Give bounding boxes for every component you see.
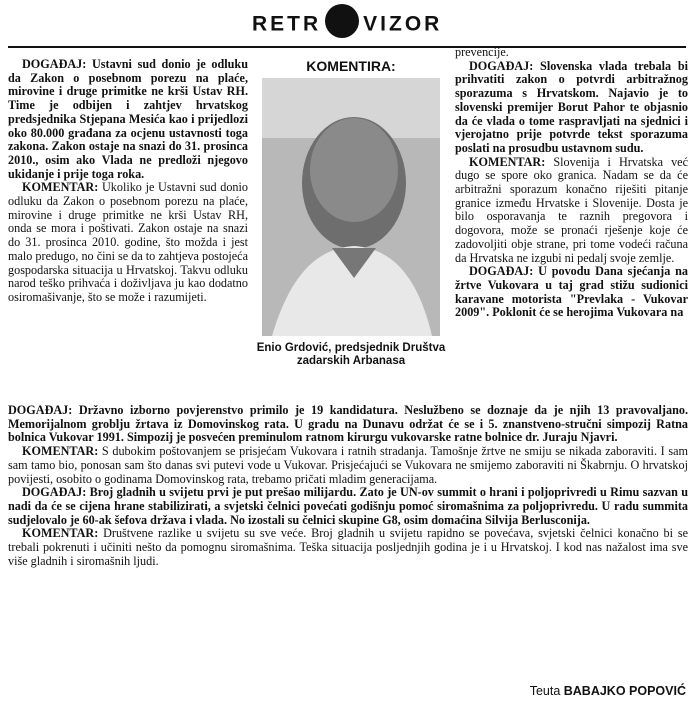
left-column (8, 58, 248, 305)
right-column (455, 46, 688, 320)
event-paragraph: DOGAĐAJ: Slovenska vlada trebala bi prihvatiti zakon o potvrdi arbitražnog sporazuma s Hrvatskom. Najavio je to slovenski premijer Borut Pahor te objasnio da će vlada o tome raspravljati na sjednici i vjerojatno prije potvrde tekst sporazuma poslati na prosudbu ustavnom sudu. (455, 58, 688, 155)
title-logo-o-icon (325, 4, 359, 38)
komentira-heading: KOMENTIRA: (306, 58, 396, 74)
event-paragraph: DOGAĐAJ: Broj gladnih u svijetu prvi je put prešao milijardu. Zato je UN-ov summit o hrani i poljoprivredi u Rimu sazvan u nadi da će se cijena hrane stabilizirati, a svjetski čelnici povećati godišnju pomoć siromašnima za poljoprivredu. U radu summita sudjelovalo je 60-ak šefova država i vlada. No izostali su čelnici skupine G8, osim domaćina Silvija Berlusconija. (8, 485, 688, 527)
photo-caption: Enio Grdović, predsjednik Društva zadarskih Arbanasa (256, 342, 446, 367)
comment-paragraph: KOMENTAR: S dubokim poštovanjem se prisjećam Vukovara i ratnih stradanja. Tamošnje žrtve ne smiju se nikada zaboraviti. I sam sam tamo bio, ponosan sam što danas svi putevi vode u Vukovar. Prisjećajući se Vukovara ne smijemo zaboraviti ni Škabrnju. O hrvatskoj povijesti, osobito o godinama Domovinskog rata, trebamo pričati mladim generacijama. (8, 444, 688, 486)
title-right: VIZOR (363, 12, 443, 36)
portrait-photo (262, 78, 440, 336)
portrait-box (255, 56, 447, 400)
continued-text: prevencije. (455, 45, 509, 59)
comment-paragraph: KOMENTAR: Ukoliko je Ustavni sud donio odluku da Zakon o posebnom porezu na plaće, mirovine i druge primitke ne krši Ustav RH, onda se mora i poštivati. Zakon ostaje na snazi do 31. prosinca 2010. godine, što možda i jest malo predugo, no čini se da to zahtjeva postojeća gospodarska situacija u Hrvatskoj. Takvu odluku narod teško prihvaća i doživljava ju kao dodatno osiromašivanje, što se može i razumijeti. (8, 180, 248, 304)
comment-paragraph: KOMENTAR: Društvene razlike u svijetu su sve veće. Broj gladnih u svijetu rapidno se povećava, svjetski čelnici konačno bi se trebali pokrenuti i učiniti nešto da pomognu siromašnima. Teška situacija posljednjih godina je i u Hrvatskoj. I kod nas nažalost ima sve više gladnih i siromašnih ljudi. (8, 526, 688, 568)
event-paragraph: DOGAĐAJ: U povodu Dana sjećanja na žrtve Vukovara u taj grad stižu sudionici karavane motorista "Prevlaka - Vukovar 2009". Poklonit će se herojima Vukovara na (455, 264, 688, 320)
comment-paragraph: KOMENTAR: Slovenija i Hrvatska već dugo se spore oko granica. Nadam se da će arbitražni sporazum konačno riješiti pitanje granice između Hrvatske i Slovenije. Dosta je bilo osporavanja te raznih pregovora i dogovora, može se pronaći rješenje koje će zadovoljiti obje strane, pri tome vodeći računa da Hrvatska ne izgubi ni pedalj svoje zemlje. (455, 154, 688, 265)
title-left: RETR (252, 12, 322, 36)
section-title (252, 8, 442, 42)
event-paragraph: DOGAĐAJ: Ustavni sud donio je odluku da Zakon o posebnom porezu na plaće, mirovine i druge primitke ne krši Ustav RH. Time je odbijen i zahtjev hrvatskog predsjednika Stjepana Mesića kao i prijedlozi oko 80.000 građana za ocjenu ustavnosti toga zakona. Zakon ostaje na snazi do 31. prosinca 2010., osim ako Vlada ne predloži njegovo ukidanje i prije toga roka. (8, 57, 248, 181)
section-header (0, 0, 694, 52)
byline: Teuta BABAJKO POPOVIĆ (529, 684, 686, 698)
full-width-text (8, 404, 688, 568)
event-paragraph: DOGAĐAJ: Državno izborno povjerenstvo primilo je 19 kandidatura. Neslužbeno se doznaje da je njih 13 pravovaljano. Memorijalnom groblju žrtava iz Domovinskog rata. U gradu na Dunavu održat će se i 5. znanstveno-stručni simpozij Ratna bolnica Vukovar 1991. Simpozij je posvećen preminulom ratnom kirurgu vukovarske ratne bolnice dr. Juraju Njavri. (8, 403, 688, 445)
